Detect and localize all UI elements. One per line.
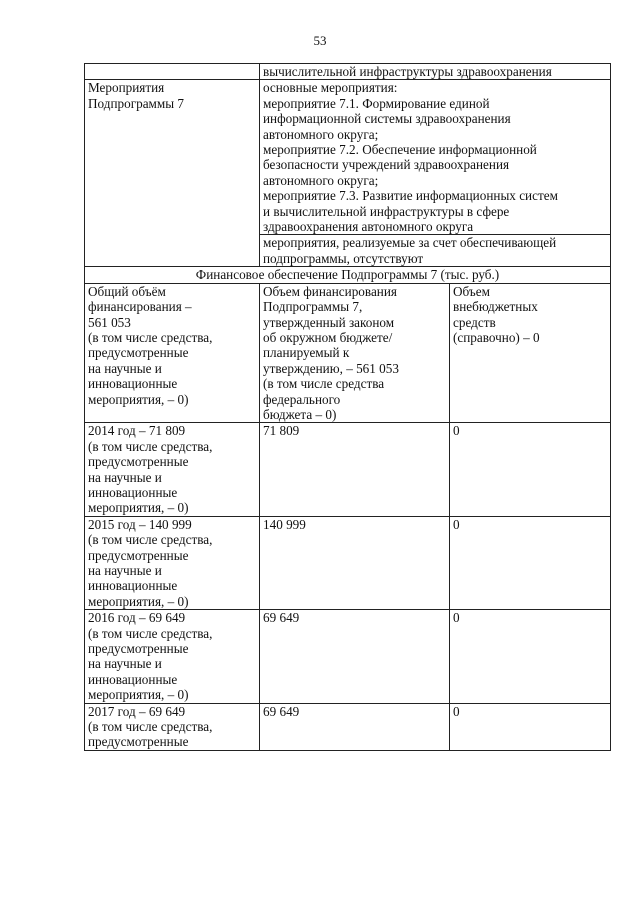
measures-support: мероприятия, реализуемые за счет обеспечивающей подпрограммы, отсутствуют	[260, 235, 611, 267]
budget-value-cell: 69 649	[260, 703, 450, 750]
budget-value-cell: 69 649	[260, 610, 450, 703]
total-financing-cell: Общий объём финансирования – 561 053 (в том числе средства, предусмотренные на научные и инновационные мероприятия, – 0)	[85, 283, 260, 423]
extra-value-cell: 0	[450, 703, 611, 750]
measures-row	[85, 80, 611, 235]
budget-value-cell: 140 999	[260, 516, 450, 609]
page-number: 53	[313, 33, 327, 48]
year-row-2014	[85, 423, 611, 516]
year-row-2015	[85, 516, 611, 609]
measures-main: основные мероприятия: мероприятие 7.1. Формирование единой информационной системы здравоохранения автономного округа; мероприятие 7.2. Обеспечение информационной безопасности учреждений здравоохранения автономного округа; мероприятие 7.3. Развитие информационных систем и вычислительной инфраструктуры в сфере здравоохранения автономного округа	[260, 80, 611, 235]
continuation-label-cell	[85, 64, 260, 80]
continuation-row	[85, 64, 611, 80]
year-cell: 2014 год – 71 809 (в том числе средства, предусмотренные на научные и инновационные мероприятия, – 0)	[85, 423, 260, 516]
subprogram-passport-table	[84, 63, 611, 751]
budget-value-cell: 71 809	[260, 423, 450, 516]
financing-title-row	[85, 267, 611, 283]
year-cell: 2017 год – 69 649 (в том числе средства, предусмотренные	[85, 703, 260, 750]
budget-financing-cell: Объем финансирования Подпрограммы 7, утвержденный законом об окружном бюджете/ планируемый к утверждению, – 561 053 (в том числе средства федерального бюджета – 0)	[260, 283, 450, 423]
financing-section-title: Финансовое обеспечение Подпрограммы 7 (тыс. руб.)	[85, 267, 611, 283]
year-cell: 2016 год – 69 649 (в том числе средства, предусмотренные на научные и инновационные мероприятия, – 0)	[85, 610, 260, 703]
continuation-text: вычислительной инфраструктуры здравоохранения	[260, 64, 611, 80]
year-row-2017	[85, 703, 611, 750]
extra-value-cell: 0	[450, 516, 611, 609]
extra-budget-cell: Объем внебюджетных средств (справочно) – 0	[450, 283, 611, 423]
measures-label: Мероприятия Подпрограммы 7	[85, 80, 260, 267]
year-row-2016	[85, 610, 611, 703]
financing-header-row	[85, 283, 611, 423]
extra-value-cell: 0	[450, 610, 611, 703]
extra-value-cell: 0	[450, 423, 611, 516]
year-cell: 2015 год – 140 999 (в том числе средства, предусмотренные на научные и инновационные мероприятия, – 0)	[85, 516, 260, 609]
